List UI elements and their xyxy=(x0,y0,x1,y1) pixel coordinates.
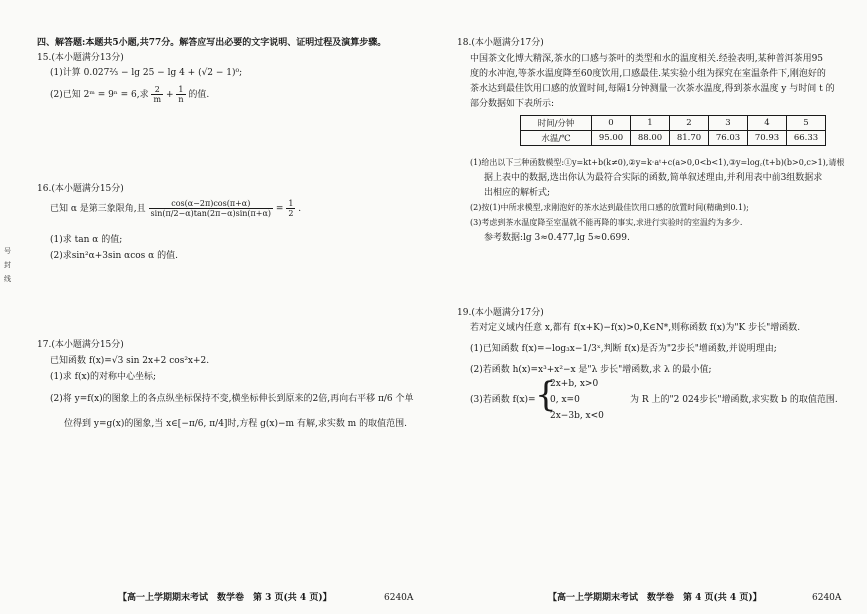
left-code: 6240A xyxy=(384,593,414,603)
q18-line1: 中国茶文化博大精深,茶水的口感与茶叶的类型和水的温度相关.经验表明,某种普洱茶用95 xyxy=(470,54,824,64)
table-cell: 88.00 xyxy=(631,131,670,146)
table-cell: 4 xyxy=(748,116,787,131)
q18-part2: (2)按(1)中所求模型,求刚泡好的茶水达到最佳饮用口感的放置时间(精确到0.1); xyxy=(470,203,749,212)
table-cell: 0 xyxy=(592,116,631,131)
table-cell: 2 xyxy=(670,116,709,131)
q19-case3: 2x−3b, x<0 xyxy=(550,411,604,421)
table-row xyxy=(521,131,826,146)
q19-part2: (2)若函数 h(x)=x³+x²−x 是"λ 步长"增函数,求 λ 的最小值; xyxy=(470,365,712,375)
table-cell: 81.70 xyxy=(670,131,709,146)
q18-part1-line3: 出相应的解析式; xyxy=(484,188,551,198)
q19-intro: 若对定义域内任意 x,都有 f(x+K)−f(x)>0,K∈N*,则称函数 f(x)为"K 步长"增函数. xyxy=(470,323,801,333)
q17-part2-line1: (2)将 y=f(x)的图象上的各点纵坐标保持不变,横坐标伸长到原来的2倍,再向右平移 π/6 个单 xyxy=(50,394,414,404)
table-cell: 1 xyxy=(631,116,670,131)
q15-frac1 xyxy=(151,85,163,104)
q15-frac1-num: 2 xyxy=(151,85,163,95)
q19-part3-pre: (3)若函数 f(x)= xyxy=(470,395,536,405)
margin-mark-2: 封 xyxy=(4,261,11,269)
table-cell: 5 xyxy=(787,116,826,131)
q19-case1: 2x+b, x>0 xyxy=(550,379,599,389)
table-cell: 70.93 xyxy=(748,131,787,146)
q16-main-frac xyxy=(149,199,273,218)
q15-part1: (1)计算 0.027⅔ − lg 25 − lg 4 + (√2 − 1)⁰; xyxy=(50,68,243,78)
q18-line2: 度的水冲泡,等茶水温度降至60度饮用,口感最佳.某实验小组为探究在室温条件下,刚泡好的 xyxy=(470,69,826,79)
table-cell: 95.00 xyxy=(592,131,631,146)
q16-main-den: sin(π/2−α)tan(2π−α)sin(π+α) xyxy=(150,209,272,218)
q15-part2 xyxy=(50,85,209,104)
q18-line3: 茶水达到最佳饮用口感的放置时间,每隔1分钟测量一次茶水温度,得到茶水温度 y 与时间 t 的 xyxy=(470,84,835,94)
q19-title: 19.(本小题满分17分) xyxy=(457,308,544,318)
right-footer: 【高一上学期期末考试 数学卷 第 4 页(共 4 页)】 xyxy=(548,593,762,603)
q19-part3-post: 为 R 上的"2 024步长"增函数,求实数 b 的取值范围. xyxy=(630,395,838,405)
q16-eq: = xyxy=(275,204,284,214)
table-cell: 3 xyxy=(709,116,748,131)
q16-rhs-num: 1 xyxy=(288,199,294,208)
q16-title: 16.(本小题满分15分) xyxy=(37,184,124,194)
margin-mark-3: 线 xyxy=(4,275,11,283)
q16-intro xyxy=(50,199,301,218)
section-header: 四、解答题:本题共5小题,共77分。解答应写出必要的文字说明、证明过程及演算步骤。 xyxy=(37,38,387,48)
q16-main-num: cos(α−2π)cos(π+α) xyxy=(149,199,273,209)
q17-title: 17.(本小题满分15分) xyxy=(37,340,124,350)
q18-part1-line1: (1)给出以下三种函数模型:①y=kt+b(k≠0),②y=k·aᵗ+c(a>0,0<b<1),③y=log꜀(t+b)(b>0,c>1),请根 xyxy=(470,158,845,167)
q16-intro-text: 已知 α 是第三象限角,且 xyxy=(50,204,146,214)
q15-part2-pre: (2)已知 2ᵐ = 9ⁿ = 6,求 xyxy=(50,90,149,100)
left-footer: 【高一上学期期末考试 数学卷 第 3 页(共 4 页)】 xyxy=(118,593,332,603)
right-code: 6240A xyxy=(812,593,842,603)
q16-part1: (1)求 tan α 的值; xyxy=(50,235,123,245)
q16-end: . xyxy=(298,204,302,214)
q16-part2: (2)求sin²α+3sin αcos α 的值. xyxy=(50,251,178,261)
q18-data-table xyxy=(520,115,826,146)
q15-frac1-den: m xyxy=(153,95,162,104)
margin-mark-1: 号 xyxy=(4,247,11,255)
table-cell: 66.33 xyxy=(787,131,826,146)
q16-rhs-den: 2 xyxy=(288,209,294,218)
q16-rhs-frac xyxy=(286,199,295,218)
q18-part1-line2: 据上表中的数据,选出你认为最符合实际的函数,简单叙述理由,并利用表中前3组数据求 xyxy=(484,173,823,183)
table-row xyxy=(521,116,826,131)
q15-frac2 xyxy=(176,85,185,104)
q15-frac2-num: 1 xyxy=(176,85,185,95)
q15-part2-post: 的值. xyxy=(188,90,210,100)
q15-frac2-den: n xyxy=(178,95,184,104)
q17-part1: (1)求 f(x)的对称中心坐标; xyxy=(50,372,157,382)
q18-reference: 参考数据:lg 3≈0.477,lg 5≈0.699. xyxy=(484,233,630,243)
q15-plus: + xyxy=(165,90,174,100)
q18-line4: 部分数据如下表所示: xyxy=(470,99,555,109)
right-page xyxy=(440,0,867,614)
q18-title: 18.(本小题满分17分) xyxy=(457,38,544,48)
q19-part1: (1)已知函数 f(x)=−log₃x−1/3ˣ,判断 f(x)是否为"2步长"增函数,并说明理由; xyxy=(470,344,777,354)
q17-part2-line2: 位得到 y=g(x)的图象,当 x∈[−π/6, π/4]时,方程 g(x)−m 有解,求实数 m 的取值范围. xyxy=(64,419,407,429)
q15-title: 15.(本小题满分13分) xyxy=(37,53,124,63)
piecewise-brace-icon: { xyxy=(535,375,557,415)
table-cell-label: 水温/℃ xyxy=(521,131,592,146)
q17-function: 已知函数 f(x)=√3 sin 2x+2 cos²x+2. xyxy=(50,356,210,366)
q19-case2: 0, x=0 xyxy=(550,395,580,405)
table-cell-label: 时间/分钟 xyxy=(521,116,592,131)
table-cell: 76.03 xyxy=(709,131,748,146)
q18-part3: (3)考虑到茶水温度降至室温就不能再降的事实,求进行实验时的室温约为多少. xyxy=(470,218,743,227)
